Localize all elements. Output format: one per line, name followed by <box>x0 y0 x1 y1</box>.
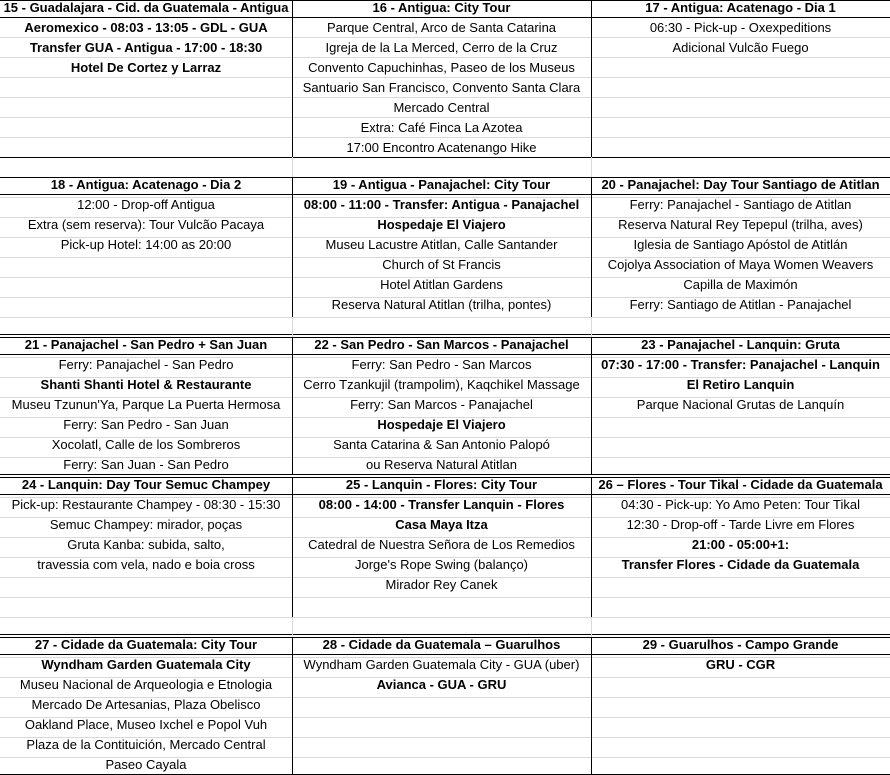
activity-line: Mercado Central <box>393 100 490 115</box>
grid-col-line <box>292 317 293 337</box>
activity-line: Jorge's Rope Swing (balanço) <box>354 557 529 572</box>
activity-line: Hospedaje El Viajero <box>377 417 506 432</box>
activity-line: Mercado De Artesanias, Plaza Obelisco <box>31 697 261 712</box>
day-title: 24 - Lanquin: Day Tour Semuc Champey <box>21 477 271 492</box>
activity-line: Hotel De Cortez y Larraz <box>70 60 222 75</box>
activity-line: Xocolatl, Calle de los Sombreros <box>51 437 241 452</box>
activity-line: Semuc Champey: mirador, poças <box>49 517 243 532</box>
activity-line: Ferry: Panajachel - San Pedro <box>58 357 234 372</box>
grid-col-line <box>292 157 293 177</box>
activity-line: Ferry: Santiago de Atitlan - Panajachel <box>629 297 852 312</box>
grid-col-line <box>292 617 293 637</box>
activity-line: Museu Lacustre Atitlan, Calle Santander <box>325 237 558 252</box>
activity-line: Convento Capuchinhas, Paseo de los Museus <box>308 60 575 75</box>
activity-line: Iglesia de Santiago Apóstol de Atitlán <box>633 237 848 252</box>
activity-line: Shanti Shanti Hotel & Restaurante <box>40 377 252 392</box>
activity-line: Parque Central, Arco de Santa Catarina <box>326 20 557 35</box>
activity-line: 21:00 - 05:00+1: <box>691 537 790 552</box>
activity-line: Church of St Francis <box>382 257 501 272</box>
activity-line: Transfer GUA - Antigua - 17:00 - 18:30 <box>29 40 263 55</box>
grid-row-line <box>0 617 890 618</box>
day-title: 16 - Antigua: City Tour <box>372 0 511 15</box>
activity-line: Santa Catarina & San Antonio Palopó <box>333 437 550 452</box>
activity-line: Reserva Natural Rey Tepepul (trilha, aves) <box>618 217 863 232</box>
day-title: 17 - Antigua: Acatenago - Dia 1 <box>645 0 836 15</box>
activity-line: Santuario San Francisco, Convento Santa Clara <box>302 80 581 95</box>
activity-line: Mirador Rey Canek <box>385 577 498 592</box>
day-title: 29 - Guarulhos - Campo Grande <box>642 637 839 652</box>
activity-line: Pick-up: Restaurante Champey - 08:30 - 15:30 <box>11 497 281 512</box>
activity-line: Cerro Tzankujil (trampolim), Kaqchikel Massage <box>303 377 580 392</box>
activity-line: GRU - CGR <box>705 657 776 672</box>
activity-line: travessia com vela, nado e boia cross <box>37 557 255 572</box>
activity-line: Ferry: San Pedro - San Juan <box>63 417 229 432</box>
activity-line: Casa Maya Itza <box>395 517 488 532</box>
activity-line: Wyndham Garden Guatemala City - GUA (uber) <box>303 657 580 672</box>
activity-line: 12:00 - Drop-off Antigua <box>77 197 215 212</box>
day-title: 27 - Cidade da Guatemala: City Tour <box>34 637 258 652</box>
activity-line: Pick-up Hotel: 14:00 as 20:00 <box>60 237 232 252</box>
activity-line: Transfer Flores - Cidade da Guatemala <box>621 557 860 572</box>
activity-line: Hospedaje El Viajero <box>377 217 506 232</box>
activity-line: 07:30 - 17:00 - Transfer: Panajachel - Lanquin <box>601 357 880 372</box>
activity-line: Paseo Cayala <box>105 757 187 772</box>
activity-line: 06:30 - Pick-up - Oxexpeditions <box>649 20 832 35</box>
activity-line: Capilla de Maximón <box>683 277 798 292</box>
grid-row-line <box>0 317 890 318</box>
day-title: 28 - Cidade da Guatemala – Guarulhos <box>322 637 561 652</box>
activity-line: Ferry: San Juan - San Pedro <box>63 457 229 472</box>
activity-line: Catedral de Nuestra Señora de Los Remedios <box>308 537 575 552</box>
grid-row-line <box>0 597 890 598</box>
activity-line: Aeromexico - 08:03 - 13:05 - GDL - GUA <box>24 20 268 35</box>
activity-line: Hotel Atitlan Gardens <box>380 277 503 292</box>
activity-line: Extra (sem reserva): Tour Vulcão Pacaya <box>27 217 265 232</box>
day-title: 26 – Flores - Tour Tikal - Cidade da Guatemala <box>598 477 883 492</box>
activity-line: Adicional Vulcão Fuego <box>672 40 809 55</box>
activity-line: 12:30 - Drop-off - Tarde Livre em Flores <box>626 517 855 532</box>
day-title: 18 - Antigua: Acatenago - Dia 2 <box>50 177 242 192</box>
day-title: 21 - Panajachel - San Pedro + San Juan <box>24 337 268 352</box>
activity-line: Ferry: Panajachel - Santiago de Atitlan <box>629 197 852 212</box>
activity-line: Avianca - GUA - GRU <box>376 677 507 692</box>
grid-col-line <box>591 317 592 337</box>
day-title: 15 - Guadalajara - Cid. da Guatemala - Antigua <box>3 0 289 15</box>
activity-line: Gruta Kanba: subida, salto, <box>67 537 225 552</box>
day-title: 22 - San Pedro - San Marcos - Panajachel <box>314 337 569 352</box>
activity-line: Cojolya Association of Maya Women Weavers <box>607 257 874 272</box>
activity-line: Plaza de la Contituición, Mercado Central <box>26 737 266 752</box>
activity-line: Ferry: San Pedro - San Marcos <box>351 357 532 372</box>
activity-line: 08:00 - 11:00 - Transfer: Antigua - Panajachel <box>303 197 580 212</box>
day-title: 19 - Antigua - Panajachel: City Tour <box>332 177 551 192</box>
activity-line: 04:30 - Pick-up: Yo Amo Peten: Tour Tikal <box>621 497 860 512</box>
activity-line: ou Reserva Natural Atitlan <box>365 457 518 472</box>
activity-line: Extra: Café Finca La Azotea <box>360 120 523 135</box>
grid-col-line <box>591 617 592 637</box>
activity-line: Reserva Natural Atitlan (trilha, pontes) <box>331 297 552 312</box>
grid-col-line <box>591 157 592 177</box>
activity-line: El Retiro Lanquin <box>686 377 795 392</box>
activity-line: Ferry: San Marcos - Panajachel <box>350 397 533 412</box>
activity-line: Parque Nacional Grutas de Lanquín <box>636 397 845 412</box>
day-title: 20 - Panajachel: Day Tour Santiago de Atitlan <box>601 177 880 192</box>
day-title: 25 - Lanquin - Flores: City Tour <box>345 477 538 492</box>
activity-line: Oakland Place, Museo Ixchel e Popol Vuh <box>24 717 268 732</box>
day-title: 23 - Panajachel - Lanquin: Gruta <box>641 337 840 352</box>
activity-line: 08:00 - 14:00 - Transfer Lanquin - Flores <box>318 497 565 512</box>
activity-line: Wyndham Garden Guatemala City <box>41 657 251 672</box>
activity-line: Igreja de la La Merced, Cerro de la Cruz <box>325 40 558 55</box>
activity-line: 17:00 Encontro Acatenango Hike <box>346 140 537 155</box>
activity-line: Museu Nacional de Arqueologia e Etnologia <box>19 677 273 692</box>
activity-line: Museu Tzunun'Ya, Parque La Puerta Hermosa <box>11 397 281 412</box>
